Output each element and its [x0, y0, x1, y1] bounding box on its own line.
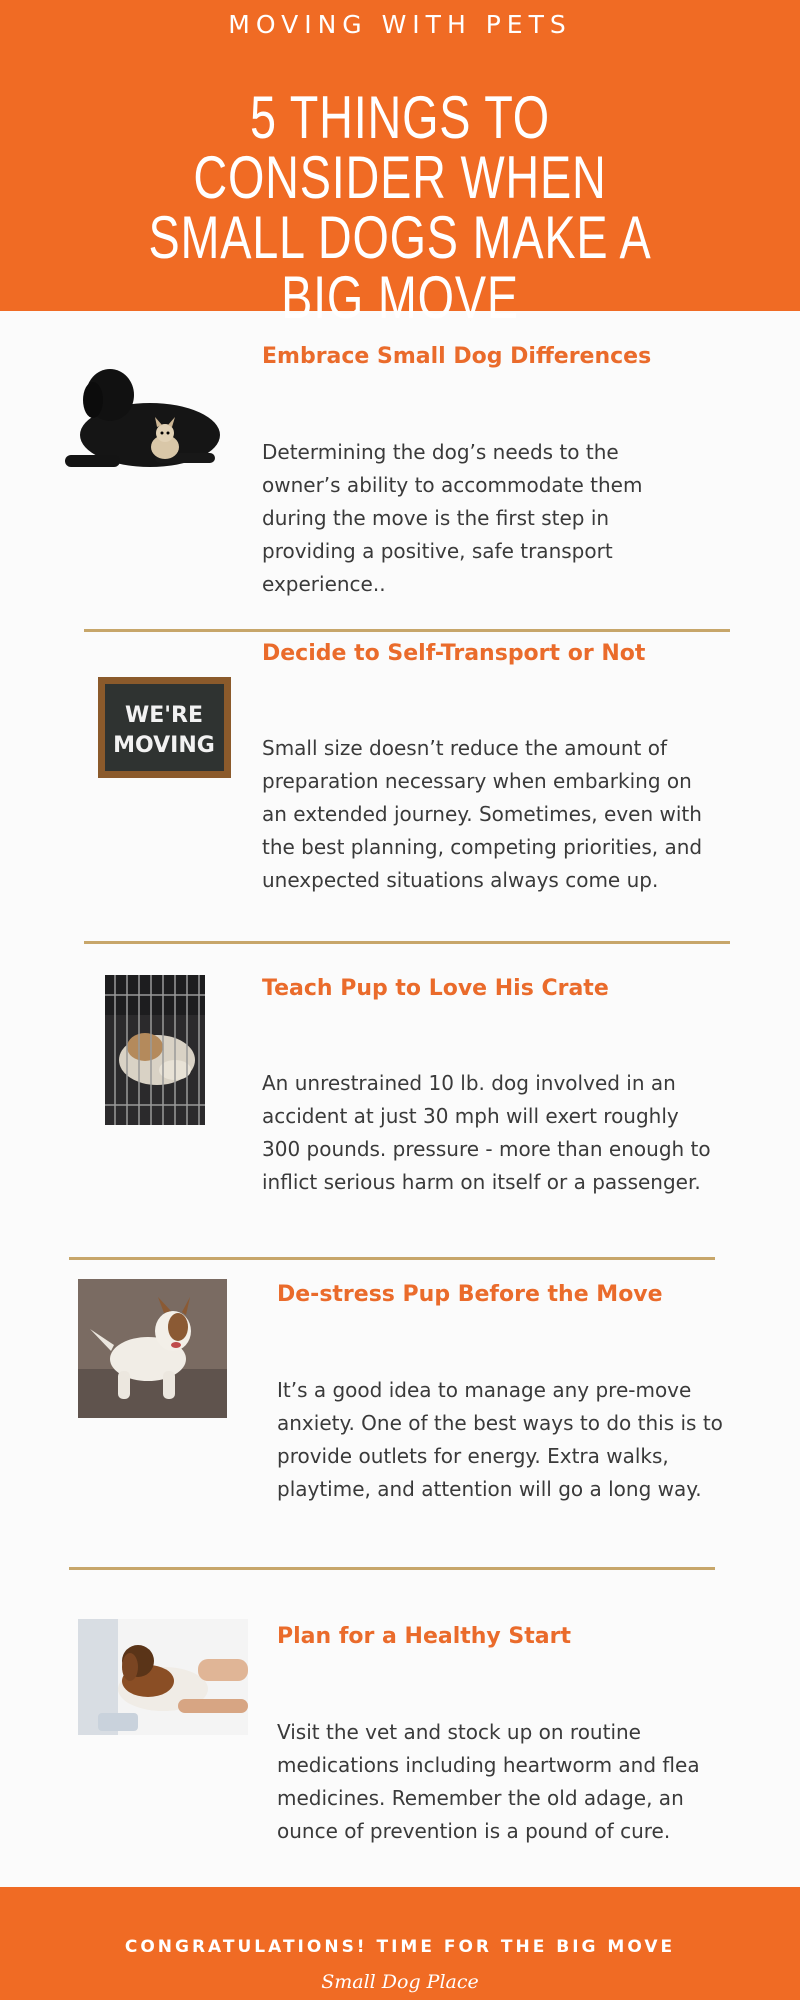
section-title-4: De-stress Pup Before the Move	[277, 1282, 663, 1307]
section-title-3: Teach Pup to Love His Crate	[262, 976, 609, 1001]
section-divider	[69, 1567, 715, 1570]
section-body-1: Determining the dog’s needs to the owner’s ability to accommodate them during the move is the first step in providing a positive, safe transport experience..	[262, 440, 643, 596]
were-moving-chalkboard-photo	[98, 677, 231, 778]
section-divider	[84, 941, 730, 944]
big-dog-and-small-dog-photo	[55, 355, 235, 490]
sign-line-1: WE'RE	[125, 703, 203, 728]
section-title-5: Plan for a Healthy Start	[277, 1624, 572, 1649]
section-title-1: Embrace Small Dog Differences	[262, 344, 652, 369]
dog-in-crate-photo	[105, 975, 205, 1125]
page-title: 5 THINGS TO CONSIDER WHEN SMALL DOGS MAKE A BIG MOVE	[148, 84, 652, 331]
vet-examining-beagle-photo	[78, 1619, 248, 1735]
section-divider	[69, 1257, 715, 1260]
sign-line-2: MOVING	[113, 733, 215, 758]
section-body-3: An unrestrained 10 lb. dog involved in an accident at just 30 mph will exert roughly 300 pounds. pressure - more than enough to inflict serious harm on itself or a passenger.	[262, 1071, 711, 1194]
section-body-4: It’s a good idea to manage any pre-move anxiety. One of the best ways to do this is to provide outlets for energy. Extra walks, playtime, and attention will go a long way.	[277, 1378, 723, 1501]
section-title-2: Decide to Self-Transport or Not	[262, 641, 646, 666]
footer-banner	[0, 1887, 800, 2000]
header-banner	[0, 0, 800, 331]
section-divider	[84, 629, 730, 632]
header-kicker: MOVING WITH PETS	[228, 10, 572, 39]
running-terrier-photo	[78, 1279, 227, 1418]
footer-cta: CONGRATULATIONS! TIME FOR THE BIG MOVE	[124, 1937, 676, 1957]
section-body-5: Visit the vet and stock up on routine medications including heartworm and flea medicines. Remember the old adage, an ounce of prevention is a pound of cure.	[277, 1720, 700, 1843]
section-body-2: Small size doesn’t reduce the amount of preparation necessary when embarking on an extended journey. Sometimes, even with the best planning, competing priorities, and unexpected situations always come up.	[262, 736, 703, 892]
brand-logo-text: Small Dog Place	[321, 1971, 479, 1993]
